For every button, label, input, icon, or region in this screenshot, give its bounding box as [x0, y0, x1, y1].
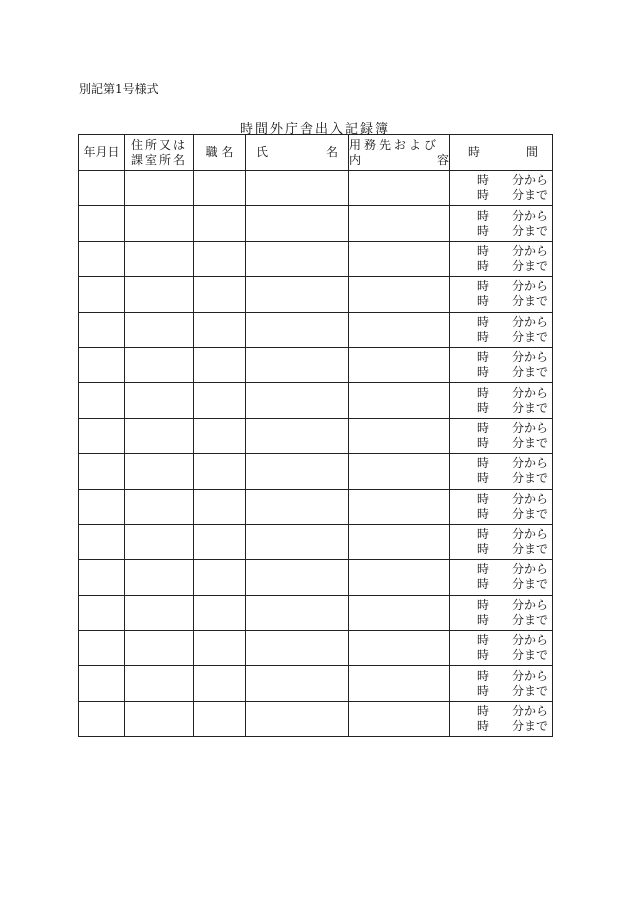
cell-position[interactable]	[194, 312, 246, 347]
cell-address[interactable]	[125, 454, 194, 489]
time-to-hour: 時	[477, 329, 490, 344]
cell-purpose[interactable]	[349, 489, 450, 524]
cell-time[interactable]	[450, 277, 553, 312]
time-from-label: 分から	[511, 562, 548, 577]
time-to-line	[450, 436, 552, 451]
time-to-line	[450, 542, 552, 557]
time-to-line	[450, 577, 552, 592]
time-to-label: 分まで	[511, 542, 548, 557]
cell-date[interactable]	[79, 171, 125, 206]
cell-position[interactable]	[194, 347, 246, 382]
cell-purpose[interactable]	[349, 524, 450, 559]
time-to-label: 分まで	[511, 258, 548, 273]
time-to-line	[450, 224, 552, 239]
cell-address[interactable]	[125, 347, 194, 382]
time-to-line	[450, 294, 552, 309]
cell-address[interactable]	[125, 631, 194, 666]
time-from-hour: 時	[477, 350, 490, 365]
register-rows	[79, 171, 553, 737]
form-number-label: 別記第1号様式	[79, 82, 159, 96]
time-from-label: 分から	[511, 420, 548, 435]
cell-purpose[interactable]	[349, 701, 450, 736]
header-position: 職 名	[194, 135, 246, 171]
cell-date[interactable]	[79, 489, 125, 524]
cell-address[interactable]	[125, 524, 194, 559]
cell-date[interactable]	[79, 666, 125, 701]
table-row	[79, 489, 553, 524]
time-to-label: 分まで	[511, 188, 548, 203]
cell-purpose[interactable]	[349, 383, 450, 418]
cell-date[interactable]	[79, 347, 125, 382]
time-from-line	[450, 492, 552, 507]
time-to-line	[450, 365, 552, 380]
table-row	[79, 631, 553, 666]
cell-time[interactable]	[450, 524, 553, 559]
cell-date[interactable]	[79, 206, 125, 241]
cell-position[interactable]	[194, 560, 246, 595]
time-to-hour: 時	[477, 612, 490, 627]
cell-address[interactable]	[125, 595, 194, 630]
cell-date[interactable]	[79, 631, 125, 666]
time-from-line	[450, 704, 552, 719]
cell-position[interactable]	[194, 277, 246, 312]
cell-date[interactable]	[79, 418, 125, 453]
table-row	[79, 277, 553, 312]
time-to-line	[450, 188, 552, 203]
time-from-hour: 時	[477, 456, 490, 471]
cell-time[interactable]	[450, 560, 553, 595]
cell-date[interactable]	[79, 241, 125, 276]
header-name	[246, 135, 349, 171]
header-purpose-left: 内	[349, 152, 362, 167]
table-row	[79, 701, 553, 736]
cell-name[interactable]	[246, 206, 349, 241]
time-from-hour: 時	[477, 704, 490, 719]
cell-position[interactable]	[194, 631, 246, 666]
cell-address[interactable]	[125, 171, 194, 206]
time-to-line	[450, 648, 552, 663]
time-from-hour: 時	[477, 668, 490, 683]
time-from-hour: 時	[477, 208, 490, 223]
cell-date[interactable]	[79, 595, 125, 630]
cell-name[interactable]	[246, 560, 349, 595]
time-to-line	[450, 471, 552, 486]
time-from-label: 分から	[511, 243, 548, 258]
time-from-line	[450, 421, 552, 436]
cell-position[interactable]	[194, 418, 246, 453]
cell-name[interactable]	[246, 312, 349, 347]
cell-purpose[interactable]	[349, 277, 450, 312]
cell-position[interactable]	[194, 666, 246, 701]
cell-name[interactable]	[246, 595, 349, 630]
time-to-label: 分まで	[511, 612, 548, 627]
cell-position[interactable]	[194, 524, 246, 559]
cell-name[interactable]	[246, 631, 349, 666]
cell-time[interactable]	[450, 418, 553, 453]
time-to-hour: 時	[477, 365, 490, 380]
time-from-line	[450, 669, 552, 684]
cell-name[interactable]	[246, 454, 349, 489]
time-to-hour: 時	[477, 719, 490, 734]
cell-purpose[interactable]	[349, 631, 450, 666]
cell-time[interactable]	[450, 383, 553, 418]
time-from-label: 分から	[511, 527, 548, 542]
time-from-hour: 時	[477, 562, 490, 577]
cell-purpose[interactable]	[349, 241, 450, 276]
time-to-label: 分まで	[511, 683, 548, 698]
cell-name[interactable]	[246, 171, 349, 206]
time-to-label: 分まで	[511, 719, 548, 734]
header-name-right: 名	[325, 145, 338, 159]
entry-register-table	[78, 134, 553, 737]
table-row	[79, 171, 553, 206]
cell-position[interactable]	[194, 383, 246, 418]
cell-purpose[interactable]	[349, 595, 450, 630]
cell-time[interactable]	[450, 489, 553, 524]
time-from-label: 分から	[511, 633, 548, 648]
cell-name[interactable]	[246, 418, 349, 453]
cell-purpose[interactable]	[349, 666, 450, 701]
time-to-hour: 時	[477, 435, 490, 450]
cell-date[interactable]	[79, 454, 125, 489]
time-to-label: 分まで	[511, 577, 548, 592]
cell-purpose[interactable]	[349, 171, 450, 206]
time-from-line	[450, 386, 552, 401]
cell-address[interactable]	[125, 560, 194, 595]
time-to-hour: 時	[477, 683, 490, 698]
cell-position[interactable]	[194, 595, 246, 630]
cell-time[interactable]	[450, 206, 553, 241]
time-to-hour: 時	[477, 294, 490, 309]
table-row	[79, 595, 553, 630]
cell-position[interactable]	[194, 489, 246, 524]
cell-time[interactable]	[450, 666, 553, 701]
cell-address[interactable]	[125, 383, 194, 418]
time-from-label: 分から	[511, 704, 548, 719]
time-from-line	[450, 173, 552, 188]
header-purpose-line2	[349, 153, 449, 168]
table-row	[79, 241, 553, 276]
document-title: 時間外庁舎出入記録簿	[239, 122, 390, 137]
table-row	[79, 524, 553, 559]
time-to-label: 分まで	[511, 648, 548, 663]
table-row	[79, 560, 553, 595]
header-purpose	[349, 135, 450, 171]
time-from-line	[450, 315, 552, 330]
cell-position[interactable]	[194, 206, 246, 241]
header-address-line2: 課室所名	[130, 152, 187, 167]
time-from-hour: 時	[477, 527, 490, 542]
time-to-label: 分まで	[511, 223, 548, 238]
cell-name[interactable]	[246, 489, 349, 524]
cell-name[interactable]	[246, 241, 349, 276]
time-from-label: 分から	[511, 350, 548, 365]
cell-purpose[interactable]	[349, 560, 450, 595]
time-to-hour: 時	[477, 223, 490, 238]
cell-date[interactable]	[79, 312, 125, 347]
time-from-hour: 時	[477, 597, 490, 612]
time-from-hour: 時	[477, 385, 490, 400]
cell-position[interactable]	[194, 454, 246, 489]
time-to-label: 分まで	[511, 471, 548, 486]
header-name-left: 氏	[256, 145, 269, 159]
time-to-hour: 時	[477, 542, 490, 557]
cell-address[interactable]	[125, 666, 194, 701]
cell-purpose[interactable]	[349, 418, 450, 453]
cell-name[interactable]	[246, 666, 349, 701]
cell-time[interactable]	[450, 312, 553, 347]
time-from-hour: 時	[477, 279, 490, 294]
time-from-line	[450, 527, 552, 542]
time-from-line	[450, 350, 552, 365]
time-to-hour: 時	[477, 648, 490, 663]
table-row	[79, 347, 553, 382]
header-time-right: 間	[525, 145, 538, 159]
cell-address[interactable]	[125, 312, 194, 347]
cell-address[interactable]	[125, 418, 194, 453]
cell-address[interactable]	[125, 241, 194, 276]
table-row	[79, 206, 553, 241]
cell-address[interactable]	[125, 489, 194, 524]
time-from-hour: 時	[477, 633, 490, 648]
header-time	[450, 135, 553, 171]
time-from-line	[450, 562, 552, 577]
time-to-hour: 時	[477, 577, 490, 592]
cell-address[interactable]	[125, 701, 194, 736]
cell-time[interactable]	[450, 347, 553, 382]
cell-name[interactable]	[246, 347, 349, 382]
table-row	[79, 454, 553, 489]
time-to-line	[450, 401, 552, 416]
cell-address[interactable]	[125, 277, 194, 312]
time-to-line	[450, 507, 552, 522]
cell-position[interactable]	[194, 241, 246, 276]
time-to-line	[450, 719, 552, 734]
cell-date[interactable]	[79, 383, 125, 418]
time-to-hour: 時	[477, 471, 490, 486]
time-to-label: 分まで	[511, 365, 548, 380]
time-from-hour: 時	[477, 420, 490, 435]
time-from-label: 分から	[511, 279, 548, 294]
cell-time[interactable]	[450, 171, 553, 206]
time-to-hour: 時	[477, 506, 490, 521]
time-to-line	[450, 684, 552, 699]
cell-date[interactable]	[79, 701, 125, 736]
cell-position[interactable]	[194, 701, 246, 736]
table-row	[79, 666, 553, 701]
cell-position[interactable]	[194, 171, 246, 206]
time-from-line	[450, 279, 552, 294]
cell-purpose[interactable]	[349, 454, 450, 489]
time-to-hour: 時	[477, 188, 490, 203]
cell-time[interactable]	[450, 454, 553, 489]
table-row	[79, 418, 553, 453]
time-from-hour: 時	[477, 491, 490, 506]
time-to-line	[450, 613, 552, 628]
time-from-label: 分から	[511, 456, 548, 471]
time-to-label: 分まで	[511, 506, 548, 521]
time-to-hour: 時	[477, 258, 490, 273]
time-to-line	[450, 259, 552, 274]
time-from-hour: 時	[477, 243, 490, 258]
header-purpose-line1: 用務先および	[349, 137, 440, 152]
cell-date[interactable]	[79, 560, 125, 595]
time-from-label: 分から	[511, 173, 548, 188]
time-to-label: 分まで	[511, 329, 548, 344]
header-time-left: 時	[468, 145, 481, 159]
cell-name[interactable]	[246, 701, 349, 736]
header-row	[79, 135, 553, 171]
time-from-line	[450, 633, 552, 648]
time-from-line	[450, 598, 552, 613]
time-from-hour: 時	[477, 173, 490, 188]
cell-time[interactable]	[450, 701, 553, 736]
time-from-label: 分から	[511, 668, 548, 683]
header-date: 年月日	[79, 135, 125, 171]
time-from-label: 分から	[511, 597, 548, 612]
cell-time[interactable]	[450, 595, 553, 630]
cell-date[interactable]	[79, 524, 125, 559]
cell-purpose[interactable]	[349, 347, 450, 382]
time-from-label: 分から	[511, 208, 548, 223]
cell-time[interactable]	[450, 241, 553, 276]
cell-date[interactable]	[79, 277, 125, 312]
time-from-line	[450, 209, 552, 224]
cell-time[interactable]	[450, 631, 553, 666]
cell-name[interactable]	[246, 524, 349, 559]
time-from-label: 分から	[511, 385, 548, 400]
cell-address[interactable]	[125, 206, 194, 241]
header-address	[125, 135, 194, 171]
time-from-line	[450, 456, 552, 471]
cell-name[interactable]	[246, 383, 349, 418]
cell-purpose[interactable]	[349, 312, 450, 347]
time-from-line	[450, 244, 552, 259]
time-to-hour: 時	[477, 400, 490, 415]
table-row	[79, 312, 553, 347]
table-row	[79, 383, 553, 418]
header-address-line1: 住所又は	[130, 137, 187, 152]
time-to-label: 分まで	[511, 400, 548, 415]
time-from-label: 分から	[511, 491, 548, 506]
cell-purpose[interactable]	[349, 206, 450, 241]
header-purpose-right: 容	[436, 152, 449, 167]
time-to-label: 分まで	[511, 435, 548, 450]
time-from-label: 分から	[511, 314, 548, 329]
time-to-label: 分まで	[511, 294, 548, 309]
time-from-hour: 時	[477, 314, 490, 329]
cell-name[interactable]	[246, 277, 349, 312]
time-to-line	[450, 330, 552, 345]
